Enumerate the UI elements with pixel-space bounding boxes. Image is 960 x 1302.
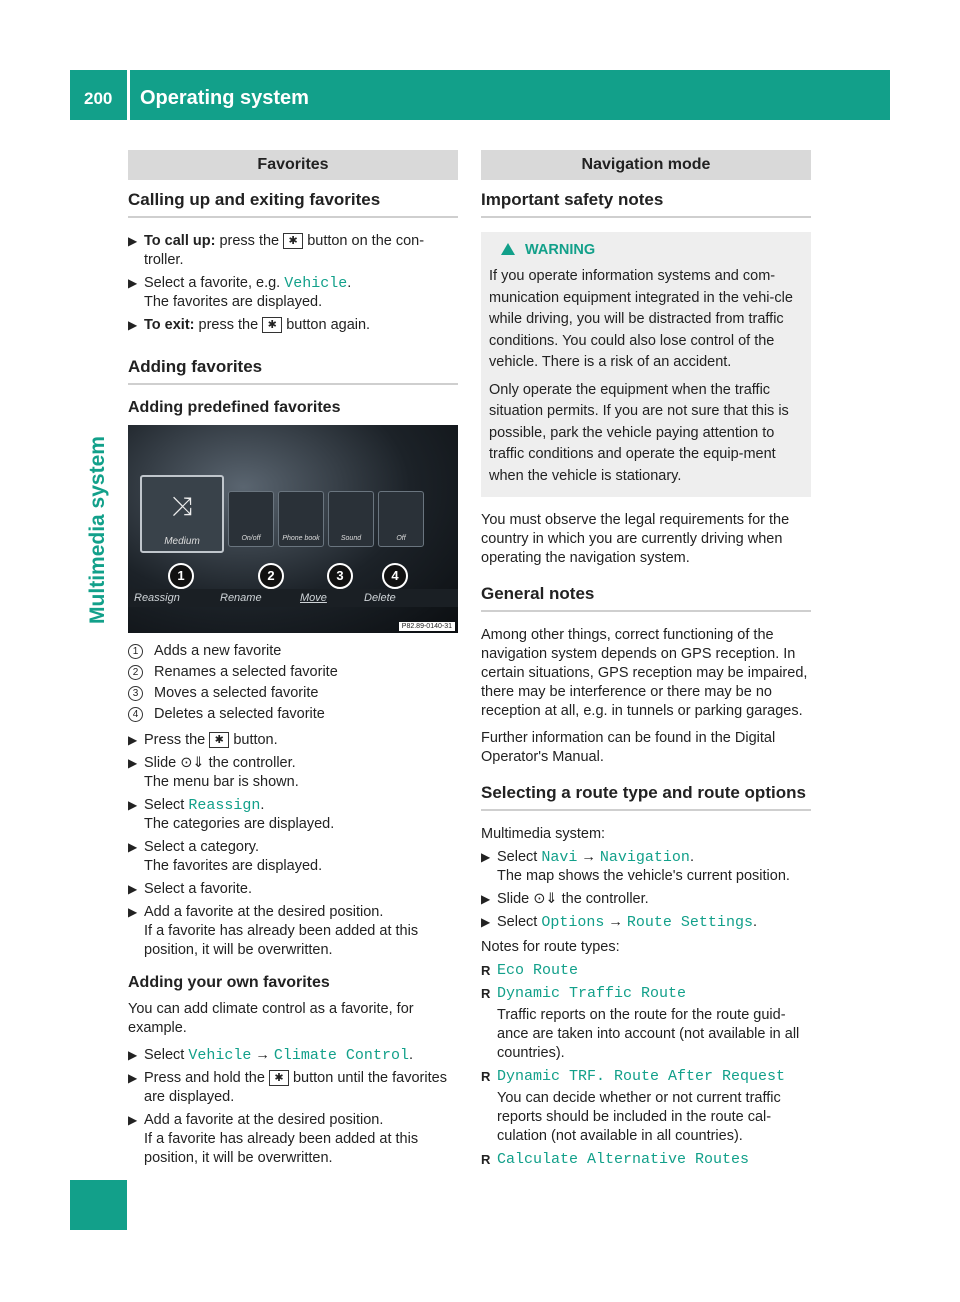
- heading-general-notes: General notes: [481, 584, 811, 612]
- header-divider: [127, 70, 130, 120]
- tile-medium: ⤨ Medium: [140, 475, 224, 553]
- step-slide-controller: ▶ Slide ⊙⇓ the controller. The menu bar is shown.: [128, 755, 299, 790]
- then-arrow-icon: →: [608, 914, 623, 930]
- warning-title: WARNING: [525, 242, 596, 258]
- callout-2: 2: [258, 563, 284, 589]
- step-select-a-favorite: ▶ Select a favorite.: [128, 881, 252, 897]
- bullet-icon: R: [481, 1152, 491, 1167]
- side-tab-block: [70, 1180, 127, 1230]
- side-tab-label: Multimedia system: [86, 436, 109, 624]
- star-key-icon: ✱: [209, 732, 229, 748]
- step-press-button: ▶ Press the ✱ button.: [128, 732, 278, 748]
- route-type-item: R Eco Route: [481, 962, 579, 979]
- favorites-screenshot: [128, 425, 458, 633]
- own-favorites-text: You can add climate control as a favorite, for example.: [128, 1001, 414, 1036]
- step-press-hold: ▶ Press and hold the ✱ button until the favorites are displayed.: [128, 1070, 447, 1105]
- route-type-item: R Calculate Alternative Routes: [481, 1151, 750, 1168]
- route-type-item: R Dynamic TRF. Route After Request You can decide whether or not current traffic reports should be included in the route cal-culation (not available in all countries).: [481, 1068, 786, 1144]
- menu-delete: Delete: [364, 592, 396, 604]
- general-notes-text: Further information can be found in the Digital Operator's Manual.: [481, 730, 776, 765]
- arrow-icon: ▶: [128, 733, 138, 747]
- arrow-icon: ▶: [481, 850, 491, 864]
- warning-box: [481, 232, 811, 497]
- star-key-icon: ✱: [262, 317, 282, 333]
- arrow-icon: ▶: [128, 882, 138, 896]
- step-exit: ▶ To exit: press the ✱ button again.: [128, 317, 371, 333]
- tile-on-off: On/off: [228, 491, 274, 547]
- heading-route-options: Selecting a route type and route options: [481, 783, 811, 811]
- step-slide-controller: ▶ Slide ⊙⇓ the controller.: [481, 891, 649, 907]
- arrow-icon: ▶: [128, 905, 138, 919]
- then-arrow-icon: →: [581, 849, 596, 865]
- callout-3: 3: [327, 563, 353, 589]
- image-reference: P82.89-0140-31: [399, 622, 455, 631]
- arrow-icon: ▶: [481, 915, 491, 929]
- menu-move: Move: [300, 592, 327, 604]
- step-call-up: ▶ To call up: press the ✱ button on the con-troller.: [128, 233, 425, 268]
- heading-safety-notes: Important safety notes: [481, 190, 811, 218]
- step-select-navigation: ▶ Select Navi → Navigation. The map shows the vehicle's current position.: [481, 849, 790, 884]
- arrow-icon: ▶: [481, 892, 491, 906]
- route-types-label: Notes for route types:: [481, 939, 620, 955]
- multimedia-system-label: Multimedia system:: [481, 826, 606, 842]
- heading-adding-favorites: Adding favorites: [128, 357, 458, 385]
- step-add-favorite-2: ▶ Add a favorite at the desired position. If a favorite has already been added at this position, it will be overwritten.: [128, 1112, 419, 1166]
- term-navigation: Navigation: [599, 849, 690, 866]
- shuffle-icon: ⤨: [171, 490, 193, 521]
- step-select-reassign: ▶ Select Reassign. The categories are displayed.: [128, 797, 335, 832]
- arrow-icon: ▶: [128, 756, 138, 770]
- heading-own-favorites: Adding your own favorites: [128, 974, 330, 991]
- callout-4: 4: [382, 563, 408, 589]
- term-navi: Navi: [541, 849, 578, 866]
- heading-calling-favorites: Calling up and exiting favorites: [128, 190, 458, 218]
- section-title-favorites: Favorites: [128, 150, 458, 180]
- bullet-icon: R: [481, 986, 491, 1001]
- controller-down-icon: ⊙⇓: [533, 891, 558, 907]
- warning-text: Only operate the equipment when the traffic situation permits. If you are not sure that this is possible, park the vehicle paying attention to traffic conditions and operate the equip-ment when the vehicle is stationary.: [489, 381, 789, 484]
- warning-text: If you operate information systems and com-munication equipment integrated in the vehi-cle while driving, you will be distracted from traffic conditions. You could also lose control of the vehicle. There is a risk of an accident.: [489, 268, 793, 370]
- general-notes-text: Among other things, correct functioning of the navigation system depends on GPS reception. In certain situations, GPS reception may be impaired, there may be interference or there may be no reception at all, e.g. in tunnels or parking garages.: [481, 627, 808, 719]
- legend-item: 3 Moves a selected favorite: [128, 683, 458, 704]
- section-title-navigation: Navigation mode: [481, 150, 811, 180]
- step-select-favorite: ▶ Select a favorite, e.g. Vehicle. The favorites are displayed.: [128, 275, 352, 310]
- callout-1: 1: [168, 563, 194, 589]
- controller-down-icon: ⊙⇓: [180, 755, 205, 771]
- arrow-icon: ▶: [128, 798, 138, 812]
- legend-item: 1 Adds a new favorite: [128, 641, 458, 662]
- arrow-icon: ▶: [128, 1113, 138, 1127]
- heading-predefined-favorites: Adding predefined favorites: [128, 399, 341, 416]
- term-route-settings: Route Settings: [626, 914, 753, 931]
- arrow-icon: ▶: [128, 234, 138, 248]
- warning-triangle-icon: [501, 243, 515, 255]
- star-key-icon: ✱: [269, 1070, 289, 1086]
- right-column: [481, 150, 811, 1173]
- tile-sound: Sound: [328, 491, 374, 547]
- then-arrow-icon: →: [255, 1047, 270, 1063]
- bullet-icon: R: [481, 1069, 491, 1084]
- arrow-icon: ▶: [128, 318, 138, 332]
- term-vehicle: Vehicle: [188, 1047, 252, 1064]
- step-select-category: ▶ Select a category. The favorites are displayed.: [128, 839, 323, 874]
- tile-off: Off: [378, 491, 424, 547]
- arrow-icon: ▶: [128, 1048, 138, 1062]
- term-reassign: Reassign: [188, 797, 261, 814]
- left-column: [128, 150, 458, 1172]
- legend-item: 4 Deletes a selected favorite: [128, 704, 458, 725]
- page-number: 200: [84, 89, 113, 108]
- star-key-icon: ✱: [283, 233, 303, 249]
- menu-rename: Rename: [220, 592, 262, 604]
- step-select-options: ▶ Select Options → Route Settings.: [481, 914, 757, 931]
- bullet-icon: R: [481, 963, 491, 978]
- arrow-icon: ▶: [128, 840, 138, 854]
- step-select-climate: ▶ Select Vehicle → Climate Control.: [128, 1047, 413, 1064]
- arrow-icon: ▶: [128, 1071, 138, 1085]
- route-type-item: R Dynamic Traffic Route Traffic reports on the route for the route guid-ance are taken into account (not available in all countries).: [481, 985, 800, 1061]
- term-options: Options: [541, 914, 605, 931]
- term-climate-control: Climate Control: [273, 1047, 409, 1064]
- legend-item: 2 Renames a selected favorite: [128, 662, 458, 683]
- step-add-favorite: ▶ Add a favorite at the desired position. If a favorite has already been added at this position, it will be overwritten.: [128, 904, 419, 958]
- header-title: Operating system: [140, 87, 309, 109]
- tile-phone-book: Phone book: [278, 491, 324, 547]
- legal-requirements-text: You must observe the legal requirements for the country in which you are currently driving when operating the navigation system.: [481, 512, 790, 566]
- arrow-icon: ▶: [128, 276, 138, 290]
- term-vehicle: Vehicle: [284, 275, 348, 292]
- menu-reassign: Reassign: [134, 592, 180, 604]
